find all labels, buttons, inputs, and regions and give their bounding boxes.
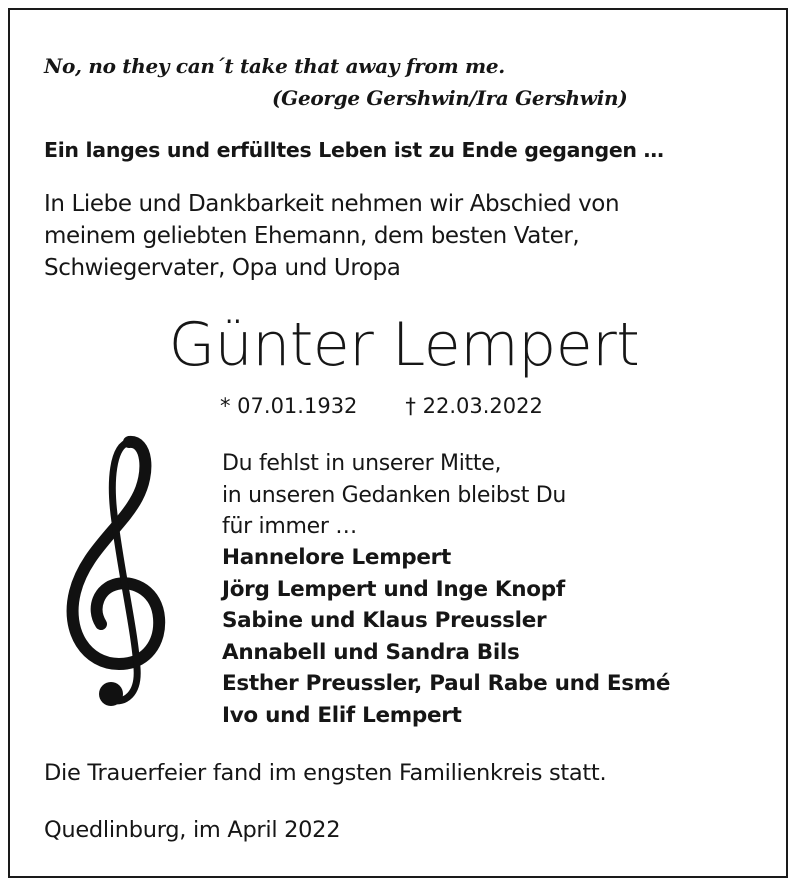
intro-line: In Liebe und Dankbarkeit nehmen wir Abschied von [44, 191, 620, 217]
deceased-name: Günter Lempert [168, 310, 640, 380]
mourner-name: Ivo und Elif Lempert [222, 702, 462, 728]
message-line: für immer … [222, 514, 357, 539]
mourner-name: Hannelore Lempert [222, 545, 451, 570]
farewell-message [222, 448, 566, 543]
message-line: in unseren Gedanken bleibst Du [222, 482, 567, 508]
intro-line: meinem geliebten Ehemann, dem besten Vater, [44, 223, 580, 249]
birth-date: * 07.01.1932 [220, 394, 358, 418]
quote-source: (George Gershwin/Ira Gershwin) [272, 86, 628, 110]
funeral-note: Die Trauerfeier fand im engsten Familienkreis statt. [44, 760, 607, 786]
quote-text: No, no they can´t take that away from me. [44, 54, 505, 78]
death-date: † 22.03.2022 [405, 394, 543, 418]
treble-clef-icon [55, 432, 175, 722]
mourners-list [222, 542, 670, 731]
life-dates [220, 389, 543, 423]
intro-text [44, 188, 764, 284]
song-quote [44, 50, 744, 114]
mourner-name: Esther Preussler, Paul Rabe und Esmé [222, 671, 671, 696]
mourner-name: Sabine und Klaus Preussler [222, 608, 547, 633]
headline: Ein langes und erfülltes Leben ist zu Ende gegangen … [44, 138, 664, 162]
mourner-name: Jörg Lempert und Inge Knopf [222, 576, 565, 602]
mourner-name: Annabell und Sandra Bils [222, 639, 520, 665]
place-and-date: Quedlinburg, im April 2022 [44, 817, 341, 843]
message-line: Du fehlst in unserer Mitte, [222, 451, 502, 476]
intro-line: Schwiegervater, Opa und Uropa [44, 255, 401, 281]
